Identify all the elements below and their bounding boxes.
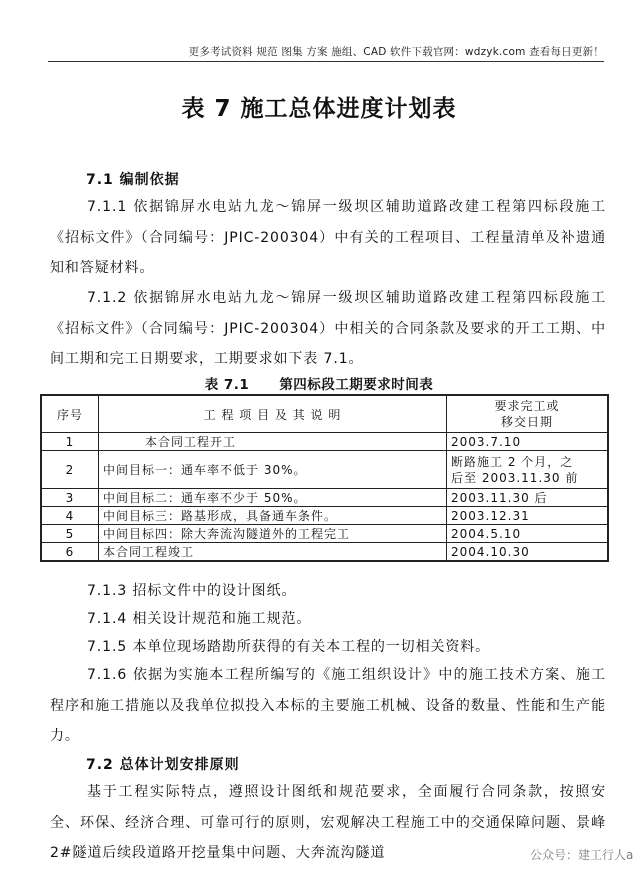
- paragraph-7-1-5: 7.1.5 本单位现场踏勘所获得的有关本工程的一切相关资料。: [87, 639, 491, 655]
- header-no: 序号: [41, 395, 99, 433]
- header-date: [447, 395, 609, 433]
- cell-date: 2003.7.10: [447, 433, 609, 451]
- table-row: [41, 451, 608, 489]
- header-item: 工 程 项 目 及 其 说 明: [99, 395, 447, 433]
- table-row: [41, 507, 608, 525]
- cell-date: 2004.10.30: [447, 543, 609, 562]
- table-header-row: [41, 395, 608, 433]
- cell-date: 2003.11.30 后: [447, 489, 609, 507]
- paragraph-7-2: 基于工程实际特点，遵照设计图纸和规范要求，全面履行合同条款，按照安全、环保、经济合理、可靠可行的原则，宏观解决工程施工中的交通保障问题、景峰 2#隧道后续段道路开挖量集中问题、大奔流沟隧道: [50, 784, 606, 861]
- table-row: [41, 525, 608, 543]
- header-note: 更多考试资料 规范 图集 方案 施组、CAD 软件下载官网：wdzyk.com 查看每日更新！: [188, 46, 604, 58]
- table-row: [41, 543, 608, 562]
- section-heading-7-2: 7.2 总体计划安排原则: [86, 757, 240, 773]
- schedule-table: [40, 394, 609, 562]
- watermark: 公众号：建工行人a: [530, 848, 634, 862]
- cell-date: 2003.12.31: [447, 507, 609, 525]
- table-row: [41, 433, 608, 451]
- cell-no: 1: [41, 433, 99, 451]
- paragraph-7-1-6: 7.1.6 依据为实施本工程所编写的《施工组织设计》中的施工技术方案、施工程序和施工措施以及我单位拟投入本标的主要施工机械、设备的数量、性能和生产能力。: [50, 667, 606, 744]
- paragraph-7-1-3: 7.1.3 招标文件中的设计图纸。: [87, 583, 297, 599]
- paragraph-7-1-4: 7.1.4 相关设计规范和施工规范。: [87, 611, 312, 627]
- table-caption-number: 表 7.1: [204, 377, 250, 393]
- cell-item: 中间目标三：路基形成，具备通车条件。: [99, 507, 447, 525]
- table-caption: [0, 373, 638, 393]
- cell-no: 3: [41, 489, 99, 507]
- cell-no: 4: [41, 507, 99, 525]
- cell-no: 2: [41, 451, 99, 489]
- cell-item: 中间目标二：通车率不少于 50%。: [99, 489, 447, 507]
- paragraph-7-1-1: 7.1.1 依据锦屏水电站九龙～锦屏一级坝区辅助道路改建工程第四标段施工《招标文件》（合同编号：JPIC-200304）中有关的工程项目、工程量清单及补遗通知和答疑材料。: [50, 199, 606, 276]
- cell-no: 5: [41, 525, 99, 543]
- cell-item: 本合同工程竣工: [99, 543, 447, 562]
- header-date-line2: 移交日期: [500, 415, 553, 429]
- page-title: 表 7 施工总体进度计划表: [181, 96, 457, 122]
- section-heading-7-1: 7.1 编制依据: [86, 172, 180, 188]
- header-rule: [48, 61, 604, 62]
- header-date-line1: 要求完工或: [494, 399, 560, 413]
- cell-no: 6: [41, 543, 99, 562]
- cell-date: [447, 451, 609, 489]
- cell-date: 2004.5.10: [447, 525, 609, 543]
- cell-item: 中间目标一：通车率不低于 30%。: [99, 451, 447, 489]
- cell-item: 中间目标四：除大奔流沟隧道外的工程完工: [99, 525, 447, 543]
- cell-date-line2: 后至 2003.11.30 前: [451, 470, 579, 485]
- paragraph-7-1-2: 7.1.2 依据锦屏水电站九龙～锦屏一级坝区辅助道路改建工程第四标段施工《招标文件》（合同编号：JPIC-200304）中相关的合同条款及要求的开工工期、中间工期和完工日期要求，工期要求如下表 7.1。: [50, 290, 606, 367]
- table-caption-text: 第四标段工期要求时间表: [279, 377, 434, 393]
- cell-item: 本合同工程开工: [99, 433, 447, 451]
- cell-date-line1: 断路施工 2 个月，之: [451, 454, 574, 469]
- table-row: [41, 489, 608, 507]
